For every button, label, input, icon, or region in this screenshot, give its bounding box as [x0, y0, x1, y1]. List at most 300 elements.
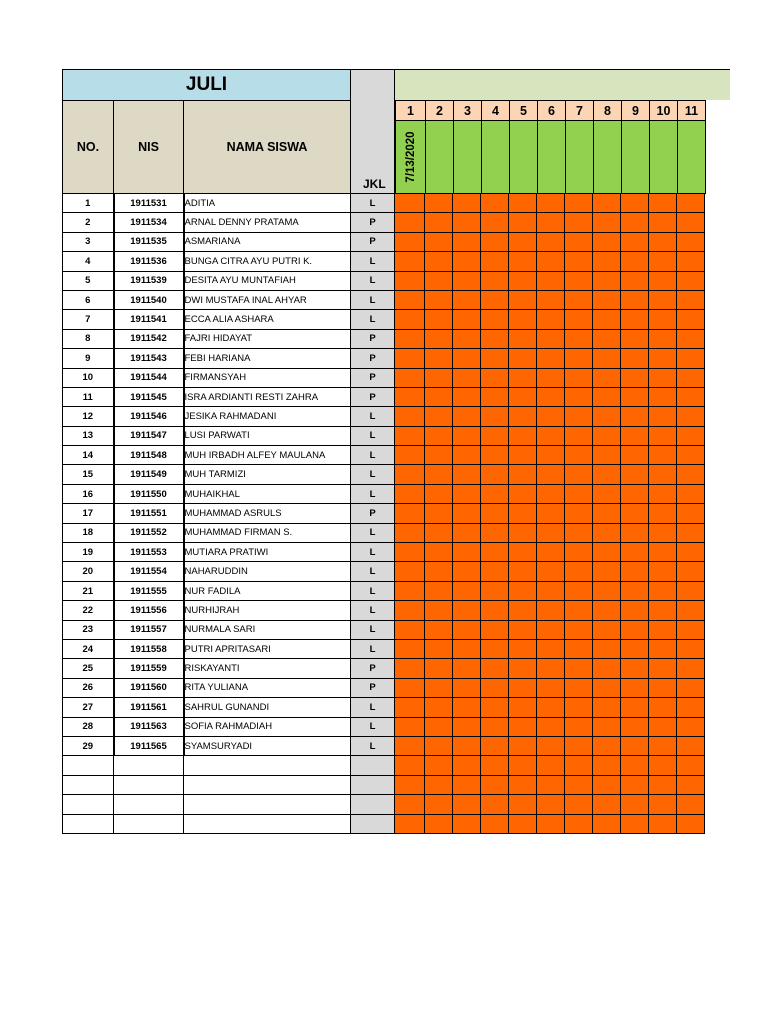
attendance-cell[interactable]: [565, 717, 593, 736]
attendance-cell[interactable]: [649, 271, 677, 290]
attendance-cell[interactable]: [481, 329, 509, 348]
attendance-cell[interactable]: [481, 407, 509, 426]
attendance-cell[interactable]: [425, 426, 453, 445]
attendance-cell[interactable]: [593, 310, 621, 329]
attendance-cell[interactable]: [565, 387, 593, 406]
attendance-cell[interactable]: [677, 484, 705, 503]
attendance-cell[interactable]: [425, 795, 453, 814]
attendance-cell[interactable]: [395, 736, 425, 755]
attendance-cell[interactable]: [425, 252, 453, 271]
attendance-cell[interactable]: [621, 368, 649, 387]
attendance-cell[interactable]: [425, 698, 453, 717]
attendance-cell[interactable]: [453, 620, 481, 639]
attendance-cell[interactable]: [481, 349, 509, 368]
attendance-cell[interactable]: [395, 795, 425, 814]
attendance-cell[interactable]: [649, 814, 677, 833]
attendance-cell[interactable]: [453, 407, 481, 426]
attendance-cell[interactable]: [621, 543, 649, 562]
attendance-cell[interactable]: [565, 795, 593, 814]
attendance-cell[interactable]: [677, 523, 705, 542]
attendance-cell[interactable]: [481, 601, 509, 620]
attendance-cell[interactable]: [453, 213, 481, 232]
attendance-cell[interactable]: [677, 795, 705, 814]
attendance-cell[interactable]: [621, 659, 649, 678]
attendance-cell[interactable]: [481, 194, 509, 213]
attendance-cell[interactable]: [425, 232, 453, 251]
attendance-cell[interactable]: [537, 659, 565, 678]
attendance-cell[interactable]: [649, 523, 677, 542]
attendance-cell[interactable]: [509, 659, 537, 678]
attendance-cell[interactable]: [395, 484, 425, 503]
attendance-cell[interactable]: [593, 446, 621, 465]
attendance-cell[interactable]: [677, 446, 705, 465]
attendance-cell[interactable]: [649, 194, 677, 213]
attendance-cell[interactable]: [649, 290, 677, 309]
attendance-cell[interactable]: [593, 639, 621, 658]
attendance-cell[interactable]: [481, 387, 509, 406]
attendance-cell[interactable]: [593, 717, 621, 736]
attendance-cell[interactable]: [509, 736, 537, 755]
attendance-cell[interactable]: [621, 465, 649, 484]
attendance-cell[interactable]: [481, 756, 509, 775]
attendance-cell[interactable]: [565, 756, 593, 775]
attendance-cell[interactable]: [621, 581, 649, 600]
attendance-cell[interactable]: [481, 504, 509, 523]
attendance-cell[interactable]: [537, 329, 565, 348]
attendance-cell[interactable]: [395, 368, 425, 387]
attendance-cell[interactable]: [453, 678, 481, 697]
attendance-cell[interactable]: [509, 814, 537, 833]
attendance-cell[interactable]: [621, 310, 649, 329]
attendance-cell[interactable]: [395, 639, 425, 658]
attendance-cell[interactable]: [649, 446, 677, 465]
attendance-cell[interactable]: [425, 194, 453, 213]
attendance-cell[interactable]: [649, 659, 677, 678]
attendance-cell[interactable]: [537, 775, 565, 794]
attendance-cell[interactable]: [395, 581, 425, 600]
attendance-cell[interactable]: [593, 795, 621, 814]
attendance-cell[interactable]: [481, 252, 509, 271]
attendance-cell[interactable]: [509, 232, 537, 251]
attendance-cell[interactable]: [395, 252, 425, 271]
attendance-cell[interactable]: [509, 484, 537, 503]
attendance-cell[interactable]: [565, 252, 593, 271]
attendance-cell[interactable]: [509, 446, 537, 465]
attendance-cell[interactable]: [425, 523, 453, 542]
attendance-cell[interactable]: [453, 523, 481, 542]
attendance-cell[interactable]: [677, 756, 705, 775]
attendance-cell[interactable]: [509, 349, 537, 368]
attendance-cell[interactable]: [509, 717, 537, 736]
attendance-cell[interactable]: [395, 678, 425, 697]
attendance-cell[interactable]: [453, 601, 481, 620]
attendance-cell[interactable]: [395, 717, 425, 736]
attendance-cell[interactable]: [677, 194, 705, 213]
attendance-cell[interactable]: [565, 310, 593, 329]
attendance-cell[interactable]: [621, 446, 649, 465]
attendance-cell[interactable]: [537, 232, 565, 251]
attendance-cell[interactable]: [677, 814, 705, 833]
attendance-cell[interactable]: [453, 756, 481, 775]
attendance-cell[interactable]: [677, 504, 705, 523]
attendance-cell[interactable]: [395, 698, 425, 717]
attendance-cell[interactable]: [677, 310, 705, 329]
attendance-cell[interactable]: [395, 620, 425, 639]
attendance-cell[interactable]: [425, 736, 453, 755]
attendance-cell[interactable]: [621, 814, 649, 833]
attendance-cell[interactable]: [537, 639, 565, 658]
attendance-cell[interactable]: [649, 639, 677, 658]
attendance-cell[interactable]: [621, 756, 649, 775]
attendance-cell[interactable]: [565, 659, 593, 678]
attendance-cell[interactable]: [425, 387, 453, 406]
attendance-cell[interactable]: [425, 814, 453, 833]
attendance-cell[interactable]: [425, 678, 453, 697]
attendance-cell[interactable]: [593, 523, 621, 542]
attendance-cell[interactable]: [509, 698, 537, 717]
attendance-cell[interactable]: [537, 349, 565, 368]
attendance-cell[interactable]: [425, 543, 453, 562]
attendance-cell[interactable]: [677, 329, 705, 348]
attendance-cell[interactable]: [395, 349, 425, 368]
attendance-cell[interactable]: [395, 290, 425, 309]
attendance-cell[interactable]: [537, 717, 565, 736]
attendance-cell[interactable]: [425, 717, 453, 736]
attendance-cell[interactable]: [481, 620, 509, 639]
attendance-cell[interactable]: [677, 698, 705, 717]
attendance-cell[interactable]: [453, 814, 481, 833]
attendance-cell[interactable]: [593, 678, 621, 697]
attendance-cell[interactable]: [537, 698, 565, 717]
attendance-cell[interactable]: [425, 368, 453, 387]
attendance-cell[interactable]: [395, 426, 425, 445]
attendance-cell[interactable]: [453, 543, 481, 562]
attendance-cell[interactable]: [509, 639, 537, 658]
attendance-cell[interactable]: [425, 407, 453, 426]
attendance-cell[interactable]: [677, 639, 705, 658]
attendance-cell[interactable]: [677, 271, 705, 290]
attendance-cell[interactable]: [621, 562, 649, 581]
attendance-cell[interactable]: [453, 775, 481, 794]
attendance-cell[interactable]: [537, 310, 565, 329]
attendance-cell[interactable]: [621, 232, 649, 251]
attendance-cell[interactable]: [593, 194, 621, 213]
attendance-cell[interactable]: [537, 426, 565, 445]
attendance-cell[interactable]: [425, 465, 453, 484]
attendance-cell[interactable]: [537, 795, 565, 814]
attendance-cell[interactable]: [593, 484, 621, 503]
attendance-cell[interactable]: [537, 814, 565, 833]
attendance-cell[interactable]: [453, 290, 481, 309]
attendance-cell[interactable]: [565, 678, 593, 697]
attendance-cell[interactable]: [593, 756, 621, 775]
attendance-cell[interactable]: [649, 795, 677, 814]
attendance-cell[interactable]: [677, 678, 705, 697]
attendance-cell[interactable]: [677, 717, 705, 736]
attendance-cell[interactable]: [593, 620, 621, 639]
attendance-cell[interactable]: [677, 562, 705, 581]
attendance-cell[interactable]: [593, 232, 621, 251]
attendance-cell[interactable]: [593, 736, 621, 755]
attendance-cell[interactable]: [481, 698, 509, 717]
attendance-cell[interactable]: [649, 329, 677, 348]
attendance-cell[interactable]: [649, 601, 677, 620]
attendance-cell[interactable]: [621, 271, 649, 290]
attendance-cell[interactable]: [395, 601, 425, 620]
attendance-cell[interactable]: [453, 639, 481, 658]
attendance-cell[interactable]: [425, 620, 453, 639]
attendance-cell[interactable]: [677, 775, 705, 794]
attendance-cell[interactable]: [649, 756, 677, 775]
attendance-cell[interactable]: [509, 523, 537, 542]
attendance-cell[interactable]: [621, 213, 649, 232]
attendance-cell[interactable]: [481, 543, 509, 562]
attendance-cell[interactable]: [537, 581, 565, 600]
attendance-cell[interactable]: [453, 310, 481, 329]
attendance-cell[interactable]: [395, 523, 425, 542]
attendance-cell[interactable]: [453, 484, 481, 503]
attendance-cell[interactable]: [481, 736, 509, 755]
attendance-cell[interactable]: [509, 310, 537, 329]
attendance-cell[interactable]: [481, 639, 509, 658]
attendance-cell[interactable]: [395, 814, 425, 833]
attendance-cell[interactable]: [565, 639, 593, 658]
attendance-cell[interactable]: [425, 504, 453, 523]
attendance-cell[interactable]: [677, 426, 705, 445]
attendance-cell[interactable]: [593, 562, 621, 581]
attendance-cell[interactable]: [677, 601, 705, 620]
attendance-cell[interactable]: [565, 698, 593, 717]
attendance-cell[interactable]: [537, 562, 565, 581]
attendance-cell[interactable]: [621, 639, 649, 658]
attendance-cell[interactable]: [649, 213, 677, 232]
attendance-cell[interactable]: [649, 698, 677, 717]
attendance-cell[interactable]: [453, 368, 481, 387]
attendance-cell[interactable]: [453, 717, 481, 736]
attendance-cell[interactable]: [649, 620, 677, 639]
attendance-cell[interactable]: [453, 194, 481, 213]
attendance-cell[interactable]: [509, 620, 537, 639]
attendance-cell[interactable]: [453, 349, 481, 368]
attendance-cell[interactable]: [453, 504, 481, 523]
attendance-cell[interactable]: [565, 543, 593, 562]
attendance-cell[interactable]: [425, 659, 453, 678]
attendance-cell[interactable]: [537, 678, 565, 697]
attendance-cell[interactable]: [395, 504, 425, 523]
attendance-cell[interactable]: [453, 232, 481, 251]
attendance-cell[interactable]: [509, 252, 537, 271]
attendance-cell[interactable]: [453, 562, 481, 581]
attendance-cell[interactable]: [537, 484, 565, 503]
attendance-cell[interactable]: [565, 232, 593, 251]
attendance-cell[interactable]: [677, 213, 705, 232]
attendance-cell[interactable]: [509, 407, 537, 426]
attendance-cell[interactable]: [481, 310, 509, 329]
attendance-cell[interactable]: [677, 232, 705, 251]
attendance-cell[interactable]: [565, 349, 593, 368]
attendance-cell[interactable]: [593, 775, 621, 794]
attendance-cell[interactable]: [621, 620, 649, 639]
attendance-cell[interactable]: [537, 290, 565, 309]
attendance-cell[interactable]: [425, 290, 453, 309]
attendance-cell[interactable]: [593, 213, 621, 232]
attendance-cell[interactable]: [677, 543, 705, 562]
attendance-cell[interactable]: [565, 484, 593, 503]
attendance-cell[interactable]: [481, 717, 509, 736]
attendance-cell[interactable]: [593, 387, 621, 406]
attendance-cell[interactable]: [395, 775, 425, 794]
attendance-cell[interactable]: [677, 620, 705, 639]
attendance-cell[interactable]: [649, 775, 677, 794]
attendance-cell[interactable]: [621, 736, 649, 755]
attendance-cell[interactable]: [395, 310, 425, 329]
attendance-cell[interactable]: [537, 756, 565, 775]
attendance-cell[interactable]: [621, 349, 649, 368]
attendance-cell[interactable]: [537, 465, 565, 484]
attendance-cell[interactable]: [593, 290, 621, 309]
attendance-cell[interactable]: [677, 368, 705, 387]
attendance-cell[interactable]: [425, 329, 453, 348]
attendance-cell[interactable]: [509, 562, 537, 581]
attendance-cell[interactable]: [593, 465, 621, 484]
attendance-cell[interactable]: [677, 349, 705, 368]
attendance-cell[interactable]: [649, 562, 677, 581]
attendance-cell[interactable]: [649, 407, 677, 426]
attendance-cell[interactable]: [481, 678, 509, 697]
attendance-cell[interactable]: [395, 543, 425, 562]
attendance-cell[interactable]: [565, 465, 593, 484]
attendance-cell[interactable]: [425, 601, 453, 620]
attendance-cell[interactable]: [649, 465, 677, 484]
attendance-cell[interactable]: [677, 736, 705, 755]
attendance-cell[interactable]: [565, 620, 593, 639]
attendance-cell[interactable]: [395, 562, 425, 581]
attendance-cell[interactable]: [537, 387, 565, 406]
attendance-cell[interactable]: [537, 504, 565, 523]
attendance-cell[interactable]: [537, 407, 565, 426]
attendance-cell[interactable]: [649, 426, 677, 445]
attendance-cell[interactable]: [395, 232, 425, 251]
attendance-cell[interactable]: [425, 562, 453, 581]
attendance-cell[interactable]: [593, 252, 621, 271]
attendance-cell[interactable]: [481, 581, 509, 600]
attendance-cell[interactable]: [649, 736, 677, 755]
attendance-cell[interactable]: [565, 290, 593, 309]
attendance-cell[interactable]: [395, 329, 425, 348]
attendance-cell[interactable]: [509, 290, 537, 309]
attendance-cell[interactable]: [565, 446, 593, 465]
attendance-cell[interactable]: [453, 329, 481, 348]
attendance-cell[interactable]: [649, 543, 677, 562]
attendance-cell[interactable]: [453, 698, 481, 717]
attendance-cell[interactable]: [565, 523, 593, 542]
attendance-cell[interactable]: [395, 194, 425, 213]
attendance-cell[interactable]: [537, 736, 565, 755]
attendance-cell[interactable]: [677, 290, 705, 309]
attendance-cell[interactable]: [593, 349, 621, 368]
attendance-cell[interactable]: [395, 213, 425, 232]
attendance-cell[interactable]: [453, 581, 481, 600]
attendance-cell[interactable]: [509, 678, 537, 697]
attendance-cell[interactable]: [453, 271, 481, 290]
attendance-cell[interactable]: [537, 543, 565, 562]
attendance-cell[interactable]: [621, 523, 649, 542]
attendance-cell[interactable]: [481, 484, 509, 503]
attendance-cell[interactable]: [649, 484, 677, 503]
attendance-cell[interactable]: [593, 581, 621, 600]
attendance-cell[interactable]: [481, 446, 509, 465]
attendance-cell[interactable]: [621, 795, 649, 814]
attendance-cell[interactable]: [481, 232, 509, 251]
attendance-cell[interactable]: [593, 271, 621, 290]
attendance-cell[interactable]: [425, 756, 453, 775]
attendance-cell[interactable]: [565, 271, 593, 290]
attendance-cell[interactable]: [537, 523, 565, 542]
attendance-cell[interactable]: [565, 504, 593, 523]
attendance-cell[interactable]: [537, 271, 565, 290]
attendance-cell[interactable]: [509, 581, 537, 600]
attendance-cell[interactable]: [621, 194, 649, 213]
attendance-cell[interactable]: [565, 581, 593, 600]
attendance-cell[interactable]: [509, 213, 537, 232]
attendance-cell[interactable]: [593, 698, 621, 717]
attendance-cell[interactable]: [481, 271, 509, 290]
attendance-cell[interactable]: [481, 795, 509, 814]
attendance-cell[interactable]: [565, 368, 593, 387]
attendance-cell[interactable]: [509, 194, 537, 213]
attendance-cell[interactable]: [509, 329, 537, 348]
attendance-cell[interactable]: [453, 736, 481, 755]
attendance-cell[interactable]: [395, 446, 425, 465]
attendance-cell[interactable]: [509, 601, 537, 620]
attendance-cell[interactable]: [621, 678, 649, 697]
attendance-cell[interactable]: [481, 465, 509, 484]
attendance-cell[interactable]: [537, 213, 565, 232]
attendance-cell[interactable]: [649, 368, 677, 387]
attendance-cell[interactable]: [565, 329, 593, 348]
attendance-cell[interactable]: [395, 407, 425, 426]
attendance-cell[interactable]: [621, 775, 649, 794]
attendance-cell[interactable]: [565, 407, 593, 426]
attendance-cell[interactable]: [677, 465, 705, 484]
attendance-cell[interactable]: [565, 601, 593, 620]
attendance-cell[interactable]: [593, 407, 621, 426]
attendance-cell[interactable]: [649, 581, 677, 600]
attendance-cell[interactable]: [621, 407, 649, 426]
attendance-cell[interactable]: [621, 290, 649, 309]
attendance-cell[interactable]: [565, 775, 593, 794]
attendance-cell[interactable]: [621, 601, 649, 620]
attendance-cell[interactable]: [453, 446, 481, 465]
attendance-cell[interactable]: [593, 426, 621, 445]
attendance-cell[interactable]: [677, 252, 705, 271]
attendance-cell[interactable]: [621, 387, 649, 406]
attendance-cell[interactable]: [425, 484, 453, 503]
attendance-cell[interactable]: [509, 543, 537, 562]
attendance-cell[interactable]: [453, 465, 481, 484]
attendance-cell[interactable]: [509, 271, 537, 290]
attendance-cell[interactable]: [481, 814, 509, 833]
attendance-cell[interactable]: [453, 252, 481, 271]
attendance-cell[interactable]: [453, 387, 481, 406]
attendance-cell[interactable]: [537, 252, 565, 271]
attendance-cell[interactable]: [537, 601, 565, 620]
attendance-cell[interactable]: [509, 504, 537, 523]
attendance-cell[interactable]: [425, 581, 453, 600]
attendance-cell[interactable]: [621, 329, 649, 348]
attendance-cell[interactable]: [621, 426, 649, 445]
attendance-cell[interactable]: [593, 814, 621, 833]
